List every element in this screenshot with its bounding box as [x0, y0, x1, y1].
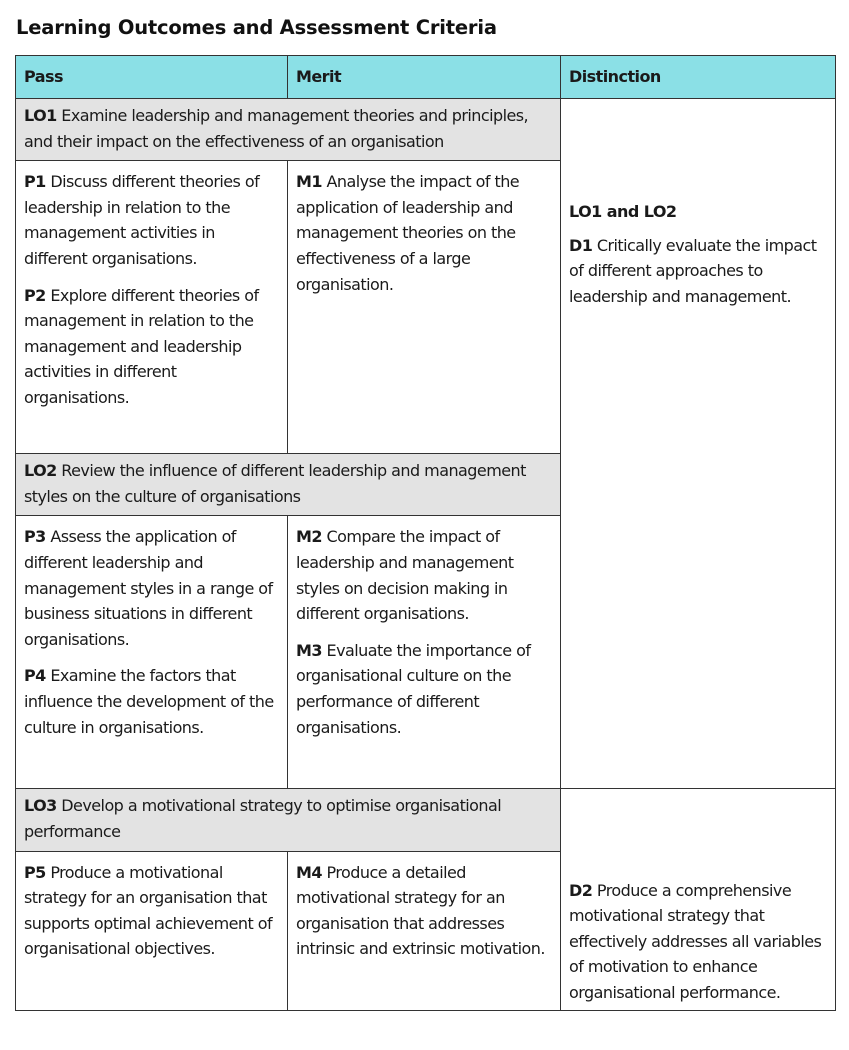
lo2-text: Review the influence of different leadership and management styles on the culture of organisations [24, 461, 526, 506]
p5-criterion [24, 860, 279, 962]
m3-text: Evaluate the importance of organisational culture on the performance of different organisations. [296, 640, 531, 737]
p2-text: Explore different theories of management in relation to the management and leadership activities in different organisations. [24, 285, 259, 407]
d1-criterion [569, 233, 827, 310]
m4-code: M4 [296, 862, 322, 882]
p4-criterion [24, 663, 279, 740]
lo1-cell [16, 99, 561, 161]
lo3-cell [16, 789, 561, 851]
p3-criterion [24, 524, 279, 652]
merit-cell-lo3 [288, 851, 561, 1010]
d2-text: Produce a comprehensive motivational strategy that effectively addresses all variables of motivation to enhance organisational performance. [569, 880, 822, 1002]
page-title: Learning Outcomes and Assessment Criteria [16, 16, 497, 39]
m2-text: Compare the impact of leadership and management styles on decision making in different organisations. [296, 527, 514, 624]
distinction-d2-cell [561, 789, 836, 1010]
d2-criterion [569, 878, 827, 1006]
m4-text: Produce a detailed motivational strategy for an organisation that addresses intrinsic and extrinsic motivation. [296, 862, 545, 959]
assessment-criteria-table [15, 55, 836, 1011]
p2-criterion [24, 283, 279, 411]
p3-text: Assess the application of different leadership and management styles in a range of business situations in different organisations. [24, 527, 273, 649]
distinction-d1-cell [561, 99, 836, 789]
p5-text: Produce a motivational strategy for an organisation that supports optimal achievement of organisational objectives. [24, 862, 273, 959]
column-header-distinction: Distinction [561, 56, 836, 99]
p5-code: P5 [24, 862, 46, 882]
m2-code: M2 [296, 527, 322, 547]
lo3-row [16, 789, 836, 851]
column-header-merit: Merit [288, 56, 561, 99]
m1-criterion [296, 169, 552, 297]
pass-cell-lo2 [16, 516, 288, 789]
m4-criterion [296, 860, 552, 962]
lo1-row [16, 99, 836, 161]
m2-criterion [296, 524, 552, 626]
p3-code: P3 [24, 527, 46, 547]
m3-code: M3 [296, 640, 322, 660]
p1-criterion [24, 169, 279, 271]
d1-code: D1 [569, 235, 593, 255]
merit-cell-lo1 [288, 161, 561, 454]
lo2-code: LO2 [24, 461, 57, 481]
p2-code: P2 [24, 285, 46, 305]
pass-cell-lo3 [16, 851, 288, 1010]
lo3-text: Develop a motivational strategy to optimise organisational performance [24, 796, 502, 841]
lo1-code: LO1 [24, 106, 57, 125]
lo3-code: LO3 [24, 796, 57, 816]
pass-cell-lo1 [16, 161, 288, 454]
p1-text: Discuss different theories of leadership in relation to the management activities in different organisations. [24, 172, 260, 268]
p4-code: P4 [24, 666, 46, 686]
lo1-text: Examine leadership and management theories and principles, and their impact on the effectiveness of an organisation [24, 106, 529, 151]
column-header-pass: Pass [16, 56, 288, 99]
lo2-cell [16, 454, 561, 516]
p4-text: Examine the factors that influence the development of the culture in organisations. [24, 666, 274, 737]
d1-text: Critically evaluate the impact of different approaches to leadership and management. [569, 235, 817, 306]
m3-criterion [296, 638, 552, 740]
m1-text: Analyse the impact of the application of leadership and management theories on the effectiveness of a large organisation. [296, 172, 520, 294]
header-row [16, 56, 836, 99]
merit-cell-lo2 [288, 516, 561, 789]
d2-code: D2 [569, 880, 593, 900]
m1-code: M1 [296, 172, 322, 192]
p1-code: P1 [24, 172, 46, 192]
d1-heading: LO1 and LO2 [569, 202, 677, 221]
